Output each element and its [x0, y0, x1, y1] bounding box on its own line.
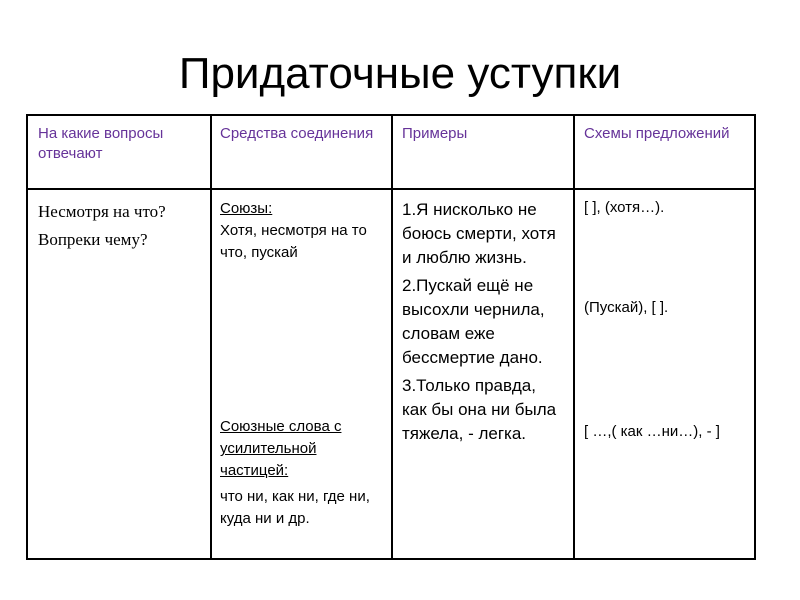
conjunctions-label: Союзы: — [220, 200, 273, 217]
column-divider — [391, 116, 393, 558]
question-item: Несмотря на что? — [38, 202, 166, 221]
scheme-item: [ ], (хотя…). — [584, 199, 665, 216]
conjunctive-words-block — [220, 416, 385, 530]
scheme-item: [ …,( как …ни…), - ] — [584, 423, 720, 440]
conjunctions-block — [220, 198, 385, 264]
conjunctions-items: Хотя, несмотря на то что, пускай — [220, 222, 367, 261]
example-item: 2.Пускай ещё не высохли чернила, словам еже бессмертие дано. — [402, 276, 545, 367]
page-title: Придаточные уступки — [178, 49, 622, 98]
comparison-table — [26, 114, 756, 560]
examples-cell — [402, 198, 562, 446]
question-item: Вопреки чему? — [38, 230, 148, 249]
example-item: 1.Я нисколько не боюсь смерти, хотя и люблю жизнь. — [402, 200, 556, 267]
conjunctive-words-items: что ни, как ни, где ни, куда ни и др. — [220, 488, 370, 527]
header-divider — [28, 188, 754, 190]
header-questions: На какие вопросы отвечают — [38, 125, 164, 162]
conjunctive-words-label: Союзные слова с усилительной частицей: — [220, 418, 342, 479]
scheme-item: (Пускай), [ ]. — [584, 299, 669, 316]
example-item: 3.Только правда, как бы она ни была тяжела, - легка. — [402, 376, 557, 443]
column-divider — [573, 116, 575, 558]
header-examples: Примеры — [402, 125, 468, 142]
questions-cell — [38, 198, 206, 254]
column-divider — [210, 116, 212, 558]
header-schemes: Схемы предложений — [584, 125, 730, 142]
header-means: Средства соединения — [220, 125, 374, 142]
